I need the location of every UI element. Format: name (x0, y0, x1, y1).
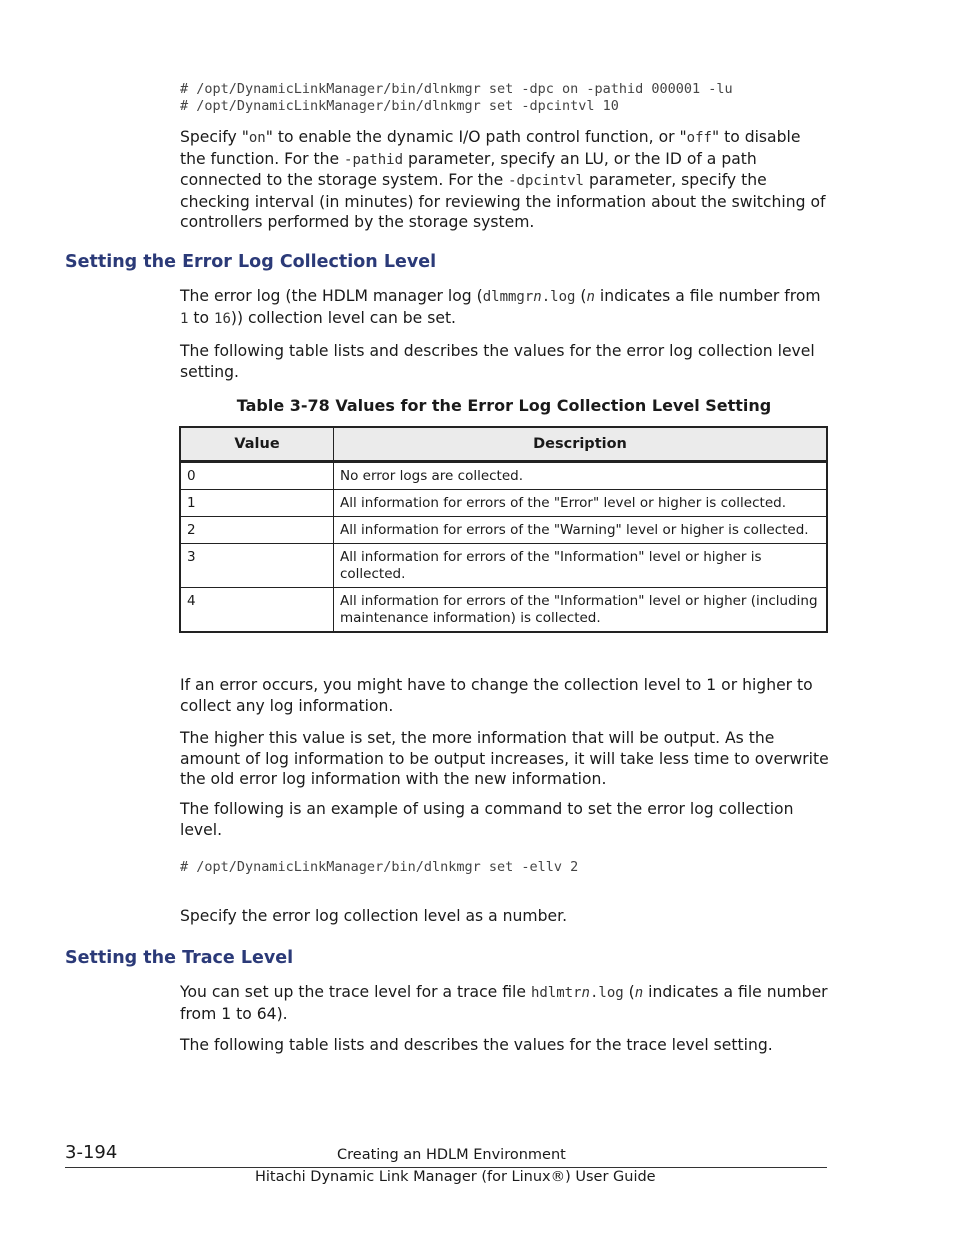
trace-table-intro-paragraph: The following table lists and describes the values for the trace level setting. (180, 1036, 773, 1054)
inline-code: 16 (214, 310, 231, 327)
value-cell: 3 (180, 544, 334, 588)
table-row (180, 462, 827, 490)
section-heading-trace-level: Setting the Trace Level (65, 948, 294, 968)
inline-code: -pathid (344, 151, 404, 168)
inline-code-variable: n (533, 289, 542, 305)
text: You can set up the trace level for a trace file (180, 983, 531, 1001)
inline-code: on (248, 130, 266, 146)
section-heading-error-log: Setting the Error Log Collection Level (65, 252, 437, 272)
description-cell: All information for errors of the "Information" level or higher (including maintenance information) is collected. (334, 588, 828, 633)
inline-code: .log (541, 289, 576, 305)
text: parameter, specify the checking interval (in minutes) for reviewing the information about the switching of controllers performed by the storage system. (180, 171, 826, 231)
description-cell: No error logs are collected. (334, 462, 828, 490)
footer-divider (65, 1167, 827, 1168)
table-intro-paragraph: The following table lists and describes the values for the error log collection level setting. (180, 342, 815, 381)
table-header-row (180, 427, 827, 462)
code-line: # /opt/DynamicLinkManager/bin/dlnkmgr set -dpc on -pathid 000001 -lu (180, 81, 733, 97)
table-row (180, 517, 827, 544)
dpc-description-paragraph (180, 127, 830, 233)
inline-code-variable: n (586, 289, 595, 305)
footer-chapter-title: Creating an HDLM Environment (337, 1147, 566, 1163)
description-cell: All information for errors of the "Information" level or higher is collected. (334, 544, 828, 588)
table-row (180, 588, 827, 633)
inline-code: 1 (180, 310, 189, 327)
column-header-description: Description (334, 427, 828, 462)
inline-code-variable: n (581, 985, 590, 1001)
text: indicates a file number from (594, 287, 821, 305)
trace-level-intro-paragraph (180, 982, 830, 1024)
collection-level-note-paragraph: If an error occurs, you might have to change the collection level to 1 or higher to collect any log information. (180, 676, 813, 715)
text: to (188, 308, 215, 327)
text: indicates a file number from 1 to 64). (180, 983, 828, 1023)
command-example-intro-paragraph: The following is an example of using a command to set the error log collection level. (180, 800, 794, 839)
footer-book-title: Hitachi Dynamic Link Manager (for Linux®) User Guide (255, 1169, 656, 1185)
value-cell: 2 (180, 517, 334, 544)
text: )) collection level can be set. (230, 308, 457, 327)
ellv-description-paragraph: Specify the error log collection level as a number. (180, 907, 568, 925)
description-cell: All information for errors of the "Warning" level or higher is collected. (334, 517, 828, 544)
inline-code: -dpcintvl (508, 173, 584, 189)
error-log-intro-paragraph (180, 286, 830, 329)
value-cell: 1 (180, 490, 334, 517)
code-line: # /opt/DynamicLinkManager/bin/dlnkmgr set -dpcintvl 10 (180, 98, 619, 114)
text: ( (623, 983, 635, 1001)
table-row (180, 544, 827, 588)
text: " to enable the dynamic I/O path control function, or " (265, 128, 687, 146)
inline-code-variable: n (634, 985, 644, 1001)
command-example-dpc (180, 81, 733, 115)
log-volume-note-paragraph: The higher this value is set, the more information that will be output. As the amount of log information to be output increases, it will take less time to overwrite the old error log information with the new information. (180, 729, 829, 788)
page-number: 3-194 (65, 1142, 118, 1163)
table-caption: Table 3-78 Values for the Error Log Collection Level Setting (236, 396, 772, 415)
text: " to disable the function. For the (180, 128, 801, 168)
text: Specify " (180, 128, 249, 146)
text: The error log (the HDLM manager log ( (180, 287, 483, 305)
inline-code: .log (589, 985, 624, 1001)
value-cell: 0 (180, 462, 334, 490)
text: parameter, specify an LU, or the ID of a path connected to the storage system. For the (180, 149, 757, 189)
column-header-value: Value (180, 427, 334, 462)
inline-code: dlmmgr (482, 289, 534, 305)
description-cell: All information for errors of the "Error" level or higher is collected. (334, 490, 828, 517)
inline-code: off (686, 130, 712, 146)
error-log-level-table (179, 426, 828, 633)
text: ( (575, 287, 587, 305)
inline-code: hdlmtr (530, 985, 582, 1001)
value-cell: 4 (180, 588, 334, 633)
command-example-ellv: # /opt/DynamicLinkManager/bin/dlnkmgr set -ellv 2 (180, 859, 579, 875)
table-row (180, 490, 827, 517)
